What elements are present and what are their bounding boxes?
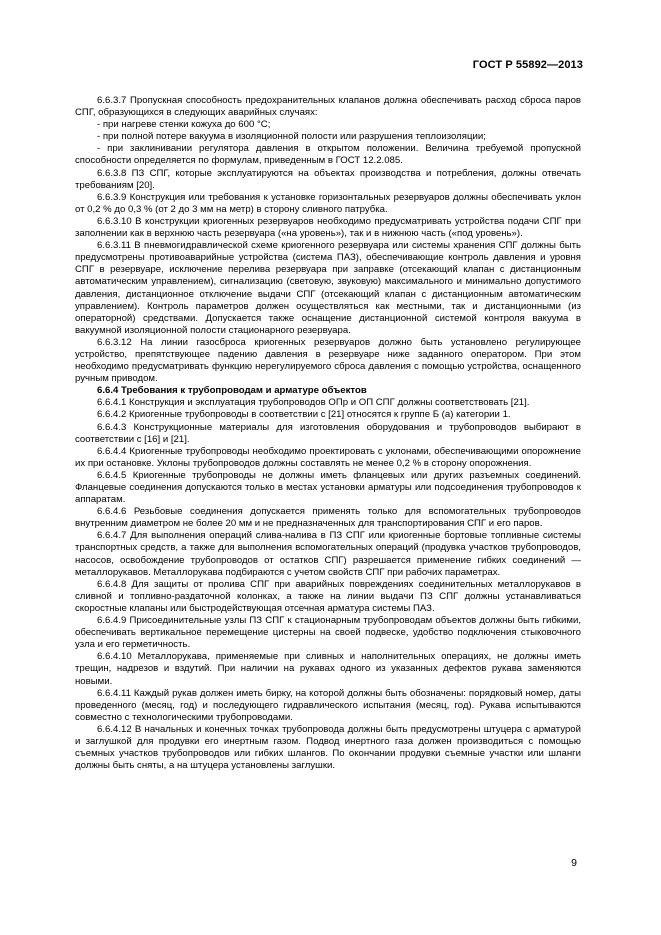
paragraph-6-6-4-2: 6.6.4.2 Криогенные трубопроводы в соответствии с [21] относятся к группе Б (а) категории 1. xyxy=(97,409,511,421)
paragraph-6-6-4-4: 6.6.4.4 Криогенные трубопроводы необходимо проектировать с уклонами, обеспечивающими опорожнение их при остановке. Уклоны трубопроводов должны составлять не менее 0,2 % в сторону опорожнения. xyxy=(75,445,581,469)
list-item-regulator-jam: - при заклинивании регулятора давления в открытом положении. Величина требуемой пропускной способности определяется по формулам, приведенным в ГОСТ 12.2.085. xyxy=(75,143,581,167)
page-number: 9 xyxy=(571,857,577,869)
standard-header: ГОСТ Р 55892—2013 xyxy=(472,59,583,71)
paragraph-6-6-4-7: 6.6.4.7 Для выполнения операций слива-налива в ПЗ СПГ или криогенные бортовые топливные системы транспортных средств, а также для выполнения вспомогательных операций (продувка участков трубопроводов, насосов, освобождение трубопроводов от остатков СПГ) разрешается применение гибких соединений — металлорукавов. Металлорукава подбираются с учетом свойств СПГ при рабочих параметрах. xyxy=(75,530,581,578)
section-heading-6-6-4: 6.6.4 Требования к трубопроводам и арматуре объектов xyxy=(97,385,367,397)
paragraph-6-6-3-8: 6.6.3.8 ПЗ СПГ, которые эксплуатируются на объектах производства и потребления, должны отвечать требованиям [20]. xyxy=(75,167,581,191)
paragraph-6-6-3-12: 6.6.3.12 На линии газосброса криогенных резервуаров должно быть установлено регулирующее устройство, препятствующее падению давления в резервуаре ниже заданного оператором. При этом необходимо предусматривать функцию нерегулируемого сброса давления с помощью устройства, оснащенного ручным приводом. xyxy=(75,336,581,385)
paragraph-6-6-4-6: 6.6.4.6 Резьбовые соединения допускается применять только для вспомогательных трубопроводов внутренним диаметром не более 20 мм и не предназначенных для транспортирования СПГ и его паров. xyxy=(75,506,581,530)
paragraph-6-6-4-3: 6.6.4.3 Конструкционные материалы для изготовления оборудования и трубопроводов выбирают в соответствии с [16] и [21]. xyxy=(75,421,581,445)
list-item-heating: - при нагреве стенки кожуха до 600 °С; xyxy=(97,119,271,131)
paragraph-6-6-4-1: 6.6.4.1 Конструкция и эксплуатация трубопроводов ОПр и ОП СПГ должны соответствовать [21]. xyxy=(97,397,530,409)
paragraph-6-6-4-5: 6.6.4.5 Криогенные трубопроводы не должны иметь фланцевых или других разъемных соединений. Фланцевые соединения допускаются только в местах установки арматуры или подсоединения трубопроводов к аппаратам. xyxy=(75,469,581,506)
paragraph-6-6-3-11: 6.6.3.11 В пневмогидравлической схеме криогенного резервуара или системы хранения СПГ должны быть предусмотрены противоаварийные устройства (система ПАЗ), обеспечивающие контроль давления и уровня СПГ в резервуаре, исключение перелива резервуара при заправке (отсекающий клапан с дистанционным автоматическим управлением), сигнализацию (световую, звуковую) максимального и минимально допустимого давления, дистанционное отключение выдачи СПГ (отсекающий клапан с дистанционным автоматическим управлением). Контроль параметров должен осуществляться как местными, так и дистанционными (из операторной) средствами. Допускается также оснащение дистанционной системой контроля вакуума в вакуумной изоляционной полости стационарного резервуара. xyxy=(75,240,581,336)
paragraph-6-6-4-12: 6.6.4.12 В начальных и конечных точках трубопровода должны быть предусмотрены штуцера с арматурой и заглушкой для продувки его инертным газом. Подвод инертного газа должен производиться с помощью съемных участков трубопроводов или гибких шлангов. По окончании продувки съемные участки или шланги должны быть сняты, а на штуцера установлены заглушки. xyxy=(75,723,581,772)
paragraph-6-6-3-10: 6.6.3.10 В конструкции криогенных резервуаров необходимо предусматривать устройства подачи СПГ при заполнении как в верхнюю часть резервуара («на уровень»), так и в нижнюю часть («под уровень»). xyxy=(75,215,581,240)
list-item-vacuum-loss: - при полной потере вакуума в изоляционной полости или разрушения теплоизоляции; xyxy=(97,131,486,143)
paragraph-6-6-4-8: 6.6.4.8 Для защиты от пролива СПГ при аварийных повреждениях соединительных металлорукавов в сливной и топливно-раздаточной колонках, а также на линии выдачи ПЗ СПГ должны устанавливаться скоростные клапаны или быстродействующая отсечная арматура системы ПАЗ. xyxy=(75,578,581,614)
paragraph-6-6-3-7: 6.6.3.7 Пропускная способность предохранительных клапанов должна обеспечивать расход сброса паров СПГ, образующихся в следующих аварийных случаях: xyxy=(75,95,581,119)
paragraph-6-6-4-10: 6.6.4.10 Металлорукава, применяемые при сливных и наполнительных операциях, не должны иметь трещин, надрезов и вздутий. При наличии на рукавах одного из указанных дефектов рукава заменяются новыми. xyxy=(75,651,581,687)
paragraph-6-6-3-9: 6.6.3.9 Конструкция или требования к установке горизонтальных резервуаров должны обеспечивать уклон от 0,2 % до 0,3 % (от 2 до 3 мм на метр) в сторону сливного патрубка. xyxy=(75,191,581,215)
paragraph-6-6-4-9: 6.6.4.9 Присоединительные узлы ПЗ СПГ к стационарным трубопроводам объектов должны быть гибкими, обеспечивать вертикальное перемещение цистерны на своей подвеске, удобство подключения стыковочного узла и его герметичность. xyxy=(75,615,581,651)
body-text xyxy=(75,95,581,772)
paragraph-6-6-4-11: 6.6.4.11 Каждый рукав должен иметь бирку, на которой должны быть обозначены: порядковый номер, даты проведенного (месяц, год) и последующего гидравлического испытания (месяц, год). Рукава испытываются совместно с технологическими трубопроводами. xyxy=(75,687,581,723)
